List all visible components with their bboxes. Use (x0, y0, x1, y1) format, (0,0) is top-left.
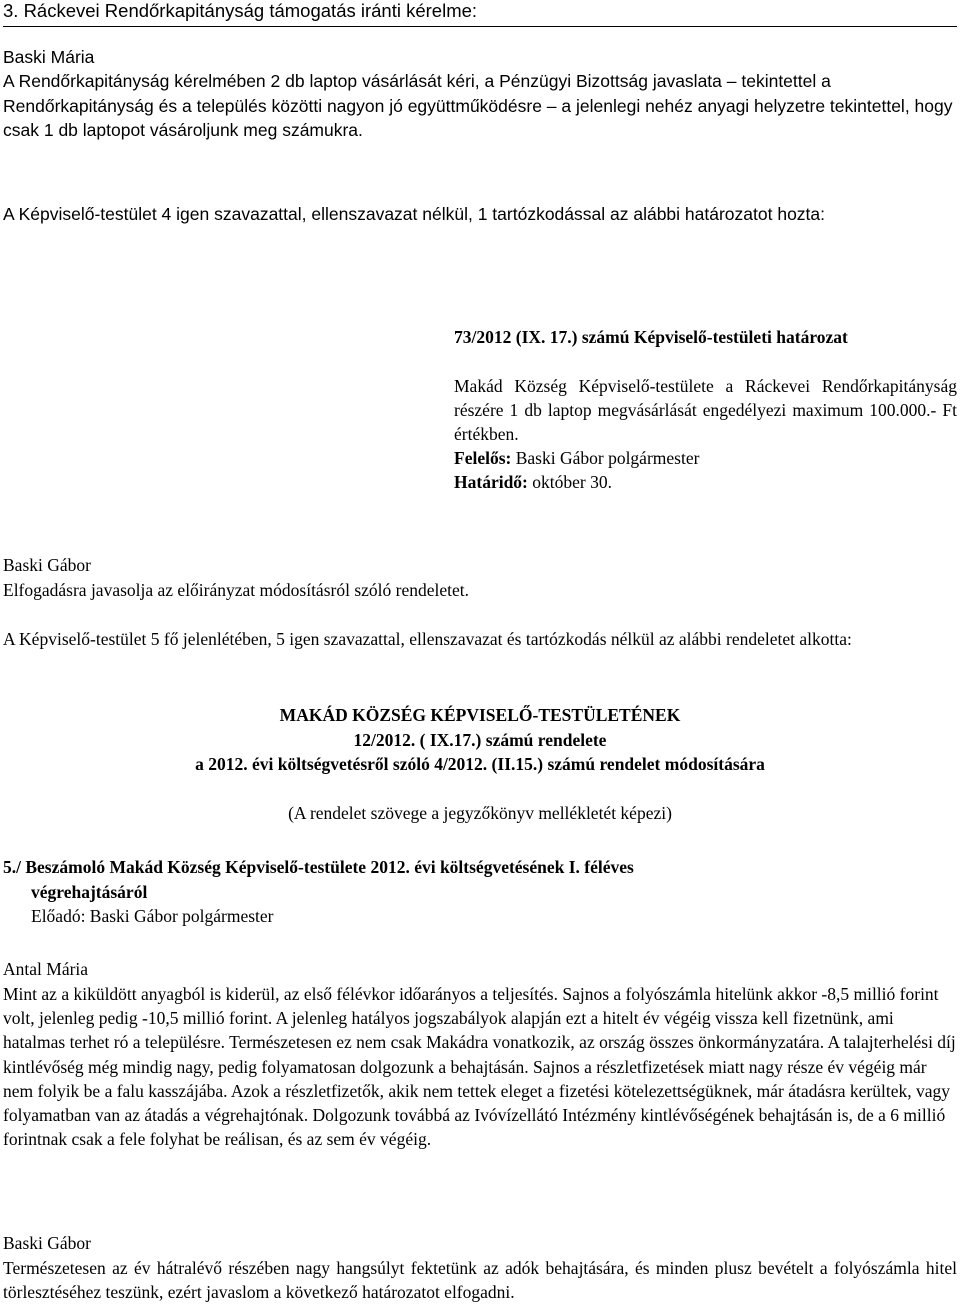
vote-statement: A Képviselő-testület 4 igen szavazattal, ellenszavazat nélkül, 1 tartózkodással az alábbi határozatot hozta: (3, 204, 826, 224)
decree-line-2: 12/2012. ( IX.17.) számú rendelete (353, 729, 607, 750)
resolution-body: Makád Község Képviselő-testülete a Ráckevei Rendőrkapitányság részére 1 db laptop megvásárlását engedélyezi maximum 100.000.- Ft értékben. (454, 375, 957, 444)
speech-text: Természetesen az év hátralévő részében nagy hangsúlyt fektetünk az adók behajtására, és minden plusz bevételt a folyószámla hitel törlesztéséhez teszünk, ezért javaslom a következő határozatot elfogadni. (3, 1258, 957, 1303)
speech-text: Mint az a kiküldött anyagból is kiderül, az első félévkor időarányos a teljesítés. Sajnos a folyószámla hitelünk akkor -8,5 millió forint volt, jelenleg pedig -10,5 millió forint. A jelenleg hatályos jogszabályok alapján ezt a hitelt év végéig vissza kell fizetnünk, ami hatalmas terhet ró a településre. Természetesen ez nem csak Makádra vonatkozik, az ország összes önkormányzatára. A talajterhelési díj kintlévőség még mindig nagy, pedig folyamatosan dolgozunk a behajtásán. Sajnos a részletfizetések miatt nagy része év végéig már nem folyik be a falu kasszájába. Azok a részletfizetők, akik nem tettek eleget a fizetési kötelezettségüknek, már átadásra kerültek, vagy folyamatban van az átadás a végrehajtónak. Dolgozunk továbbá az Ivóvízellátó Intézmény kintlévőségének behajtásán is, de a 6 millió forintnak csak a fele folyhat be reálisan, és az sem év végéig. (3, 984, 956, 1150)
decree-header (3, 703, 957, 777)
vote-statement: A Képviselő-testület 5 fő jelenlétében, 5 igen szavazattal, ellenszavazat és tartózkodás nélkül az alábbi rendeletet alkotta: (3, 629, 852, 649)
agenda-item-5 (3, 855, 957, 929)
agenda-title-line-1: 5./ Beszámoló Makád Község Képviselő-testülete 2012. évi költségvetésének I. féléves (3, 857, 634, 877)
resolution-block (454, 325, 957, 495)
section-heading: 3. Ráckevei Rendőrkapitányság támogatás iránti kérelme: (3, 0, 957, 27)
resolution-deadline: Határidő: október 30. (454, 472, 612, 493)
speech-text: Elfogadásra javasolja az előirányzat módosításról szóló rendeletet. (3, 580, 469, 600)
decree-line-3: a 2012. évi költségvetésről szóló 4/2012. (II.15.) számú rendelet módosítására (195, 754, 765, 774)
speaker-name: Baski Mária (3, 47, 95, 67)
presenter: Előadó: Baski Gábor polgármester (31, 906, 274, 926)
resolution-responsible: Felelős: Baski Gábor polgármester (454, 448, 700, 469)
decree-note: (A rendelet szövege a jegyzőkönyv mellékletét képezi) (288, 803, 672, 823)
speaker-name: Baski Gábor (3, 1233, 91, 1253)
resolution-title: 73/2012 (IX. 17.) számú Képviselő-testületi határozat (454, 327, 848, 347)
speaker-name: Baski Gábor (3, 555, 91, 575)
decree-line-1: MAKÁD KÖZSÉG KÉPVISELŐ-TESTÜLETÉNEK (279, 705, 681, 725)
agenda-title-line-2: végrehajtásáról (31, 881, 148, 902)
speaker-name: Antal Mária (3, 959, 89, 979)
speech-text: A Rendőrkapitányság kérelmében 2 db laptop vásárlását kéri, a Pénzügyi Bizottság javaslata – tekintettel a Rendőrkapitányság és a település közötti nagyon jó együttműködésre – a jelenlegi nehéz anyagi helyzetre tekintettel, hogy csak 1 db laptopot vásároljunk meg számukra. (3, 71, 953, 140)
